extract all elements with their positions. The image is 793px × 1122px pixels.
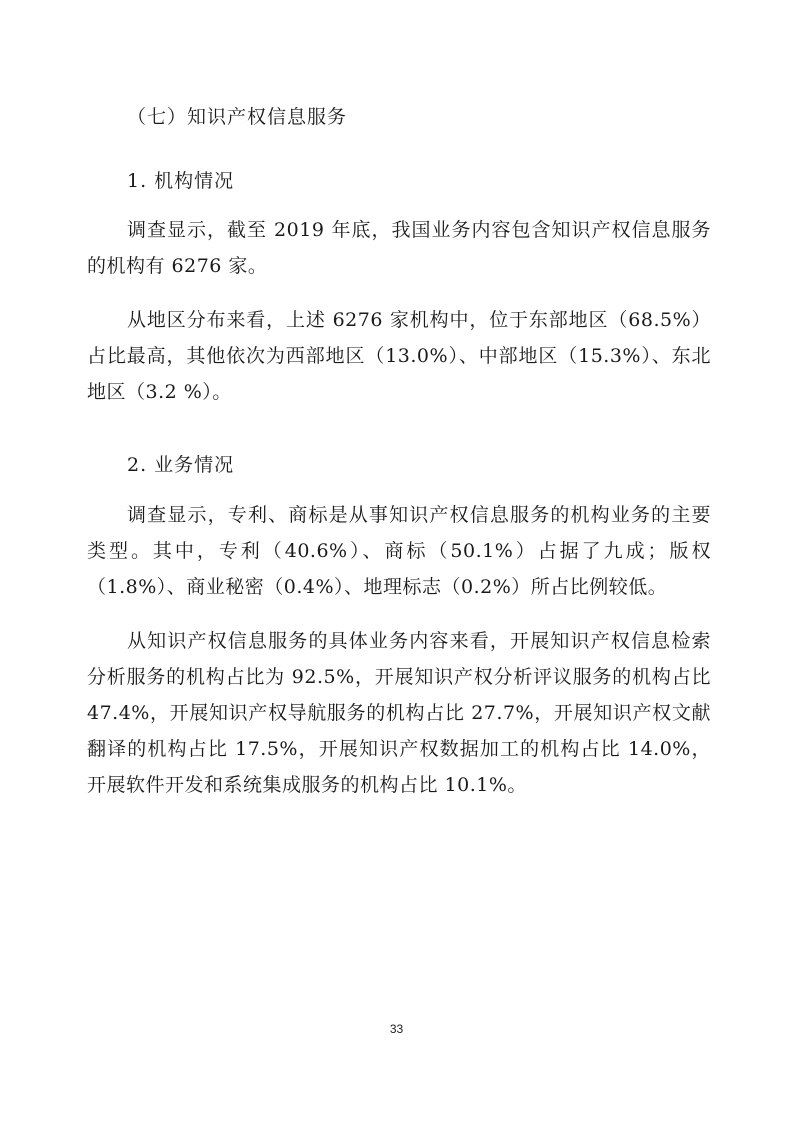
page-number: 33 (389, 1022, 404, 1036)
subsection-1-paragraph-1: 调查显示，截至 2019 年底，我国业务内容包含知识产权信息服务的机构有 6276 家。 (87, 219, 711, 277)
subsection-2-paragraph-1: 调查显示，专利、商标是从事知识产权信息服务的机构业务的主要类型。其中，专利（40.6%）、商标（50.1%）占据了九成；版权（1.8%）、商业秘密（0.4%）、地理标志（0.2%）所占比例较低。 (87, 504, 711, 598)
subsection-2-title: 2. 业务情况 (127, 454, 235, 476)
section-title: （七）知识产权信息服务 (127, 106, 348, 128)
subsection-1-title: 1. 机构情况 (127, 170, 235, 192)
subsection-2-paragraph-2: 从知识产权信息服务的具体业务内容来看，开展知识产权信息检索分析服务的机构占比为 92.5%，开展知识产权分析评议服务的机构占比 47.4%，开展知识产权导航服务的机构占比 27.7%，开展知识产权文献翻译的机构占比 17.5%，开展知识产权数据加工的机构占比 14.0%，开展软件开发和系统集成服务的机构占比 10.1%。 (87, 630, 711, 796)
subsection-1-paragraph-2: 从地区分布来看，上述 6276 家机构中，位于东部地区（68.5%）占比最高，其他依次为西部地区（13.0%）、中部地区（15.3%）、东北地区（3.2 %）。 (87, 309, 711, 403)
